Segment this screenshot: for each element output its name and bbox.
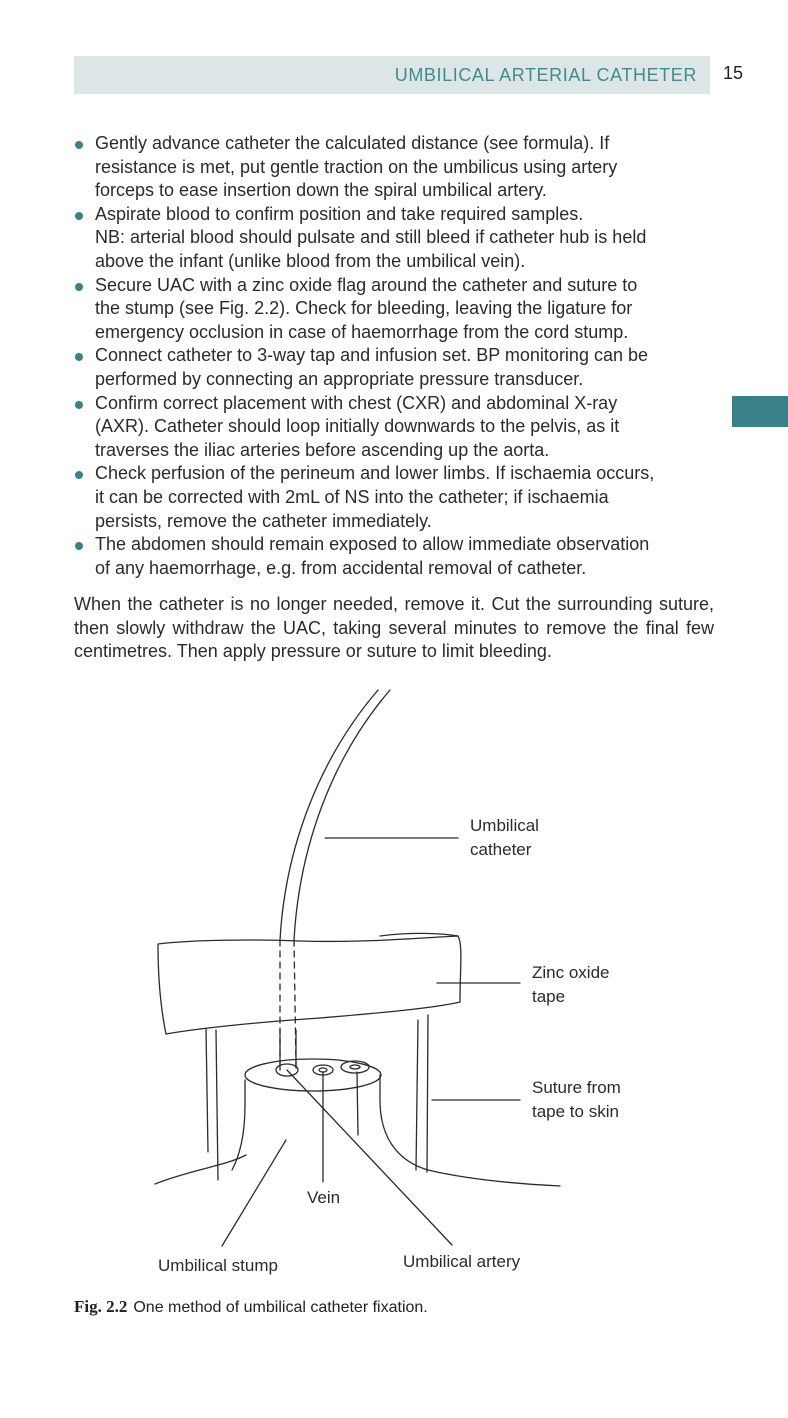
- bullet-item: Gently advance catheter the calculated distance (see formula). If resistance is met, put gentle traction on the umbilicus using artery forceps to ease insertion down the spiral umbilical artery.: [74, 132, 714, 203]
- leader-artery: [357, 1072, 358, 1135]
- bullet-item: Check perfusion of the perineum and lower limbs. If ischaemia occurs, it can be corrected with 2mL of NS into the catheter; if ischaemia persists, remove the catheter immediately.: [74, 462, 714, 533]
- label-umbilical-catheter: Umbilical: [470, 816, 539, 835]
- catheter-fixation-diagram: [0, 680, 788, 1290]
- page-number: 15: [723, 63, 744, 83]
- label-zinc-oxide-tape: Zinc oxide: [532, 963, 610, 982]
- svg-text:tape: tape: [532, 987, 566, 1006]
- bullet-item: Connect catheter to 3-way tap and infusion set. BP monitoring can be performed by connecting an appropriate pressure transducer.: [74, 344, 714, 391]
- label-vein: Vein: [307, 1188, 341, 1207]
- figure-number: Fig. 2.2: [74, 1297, 128, 1316]
- body-paragraph: When the catheter is no longer needed, remove it. Cut the surrounding suture, then slowly withdraw the UAC, taking several minutes to remove the final few centimetres. Then apply pressure or suture to limit bleeding.: [74, 594, 714, 662]
- bullet-list: [74, 132, 714, 580]
- figure-caption: [74, 1297, 428, 1317]
- bullet-item: Aspirate blood to confirm position and take required samples. NB: arterial blood should pulsate and still bleed if catheter hub is held above the infant (unlike blood from the umbilical vein).: [74, 203, 714, 274]
- skin-line-right: [428, 1170, 560, 1186]
- bullet-item: The abdomen should remain exposed to allow immediate observation of any haemorrhage, e.g. from accidental removal of catheter.: [74, 533, 714, 580]
- suture-right: [416, 1015, 428, 1172]
- thumb-index-tab: [732, 396, 788, 427]
- svg-text:catheter: catheter: [470, 840, 532, 859]
- label-suture: Suture from: [532, 1078, 621, 1097]
- umbilical-stump: [232, 1075, 428, 1170]
- caption-text: One method of umbilical catheter fixation.: [133, 1299, 428, 1316]
- bullet-item: Confirm correct placement with chest (CXR) and abdominal X-ray (AXR). Catheter should loop initially downwards to the pelvis, as it traverses the iliac arteries before ascending up the aorta.: [74, 392, 714, 463]
- zinc-oxide-tape: [158, 936, 461, 1034]
- running-head: [74, 56, 710, 94]
- suture-left: [206, 1028, 218, 1180]
- label-umbilical-artery: Umbilical artery: [403, 1252, 521, 1271]
- umbilical-catheter: [280, 690, 390, 940]
- running-head-title: UMBILICAL ARTERIAL CATHETER: [394, 65, 697, 85]
- leader-stump: [222, 1140, 286, 1246]
- stump-top: [245, 1059, 381, 1091]
- label-umbilical-stump: Umbilical stump: [158, 1256, 278, 1275]
- svg-text:tape to skin: tape to skin: [532, 1102, 619, 1121]
- bullet-item: Secure UAC with a zinc oxide flag around the catheter and suture to the stump (see Fig. 2.2). Check for bleeding, leaving the ligature for emergency occlusion in case of haemorrhage from the cord stump.: [74, 274, 714, 345]
